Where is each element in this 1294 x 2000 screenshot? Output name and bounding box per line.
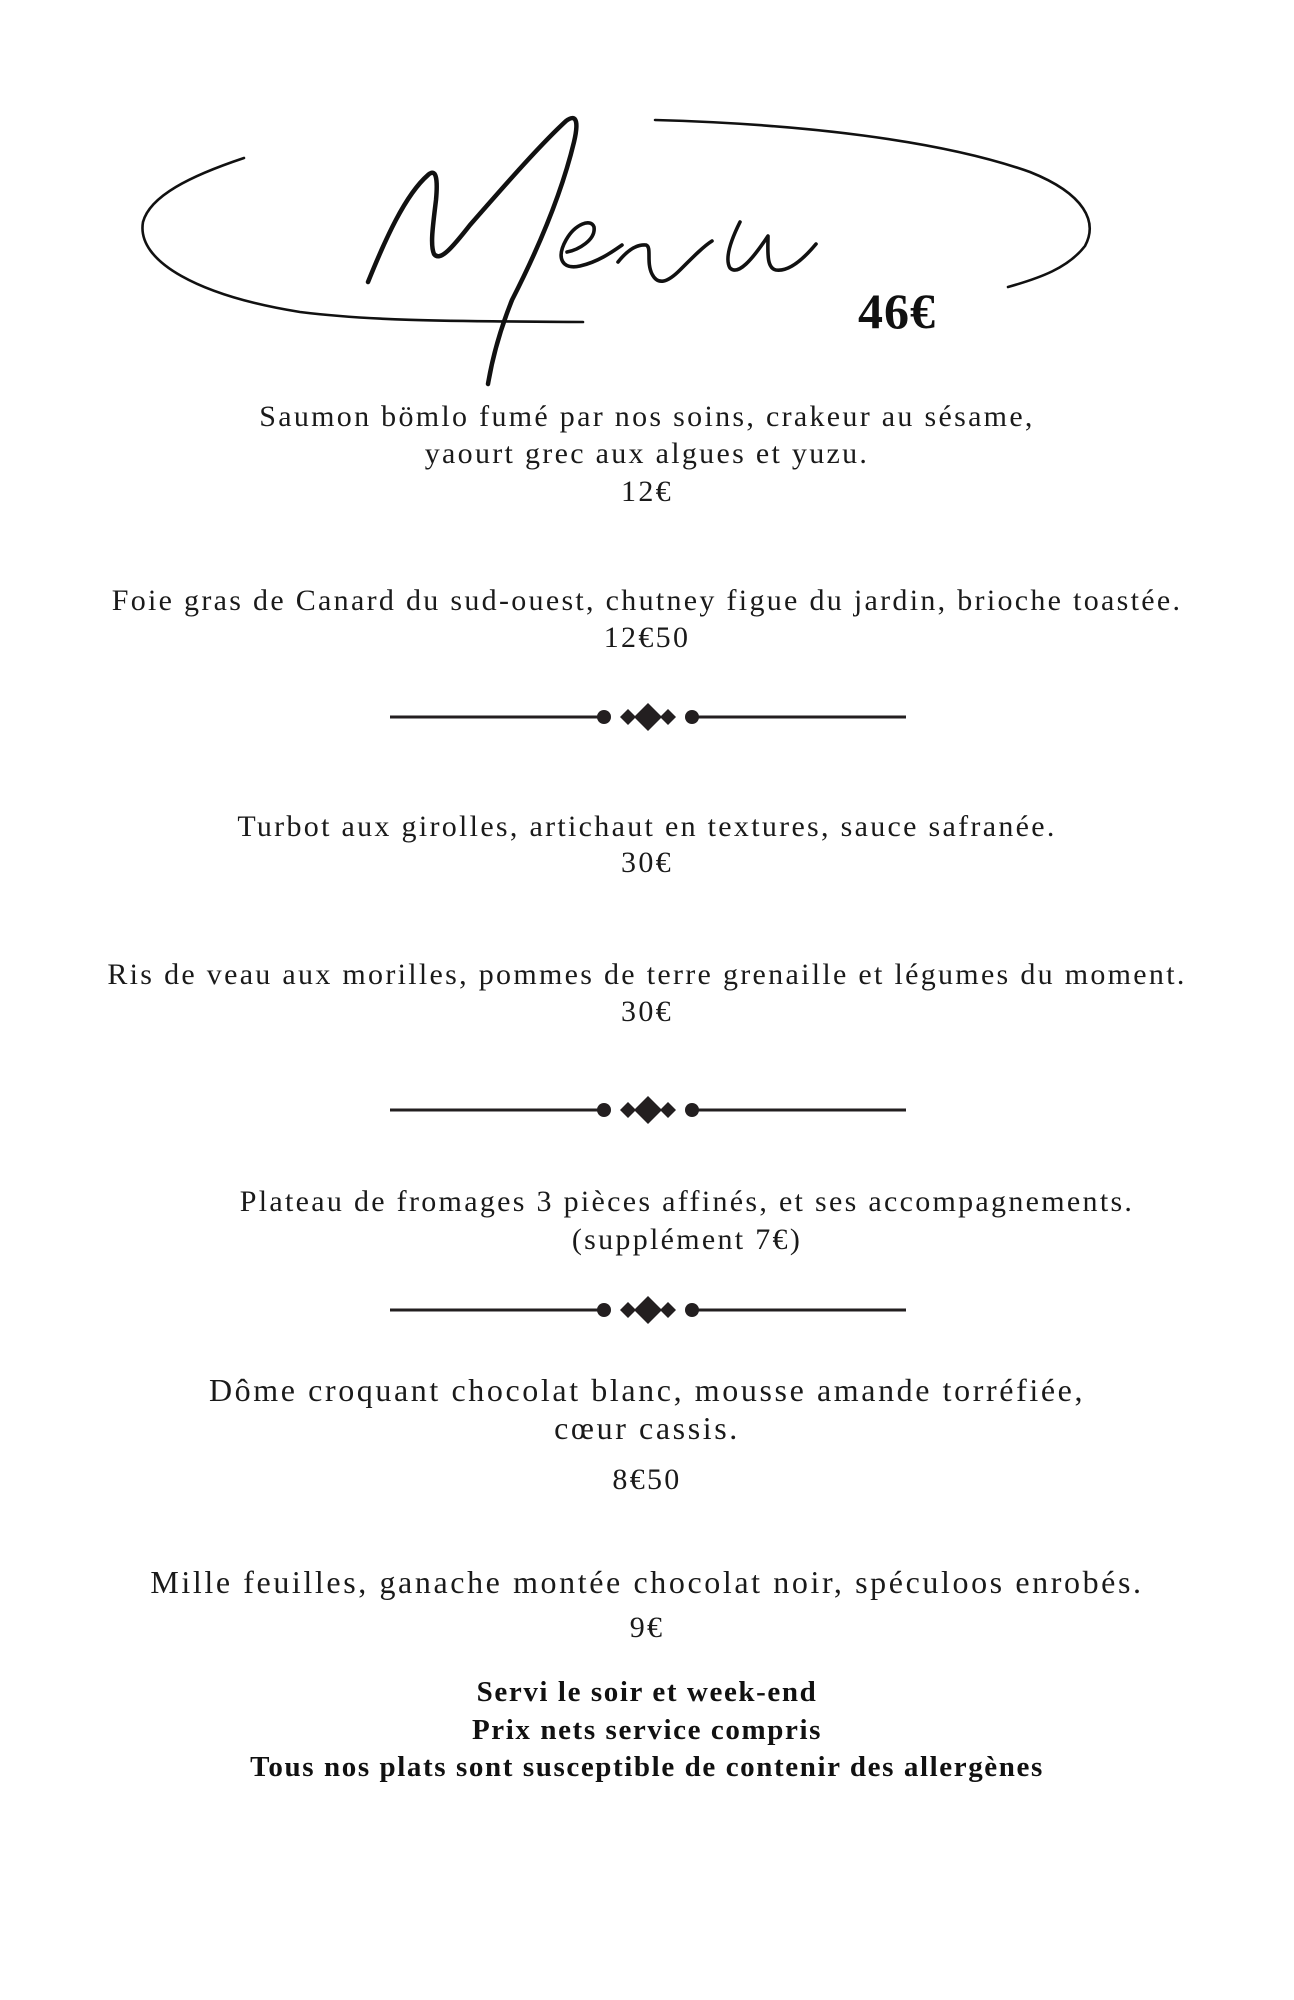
script-letter-u: [728, 222, 816, 270]
swash-right-arc: [655, 120, 1090, 287]
script-letter-m: [368, 118, 576, 384]
main-2-line-1: Ris de veau aux morilles, pommes de terre grenaille et légumes du moment.: [107, 958, 1187, 991]
menu-title-script: [0, 0, 1294, 400]
dessert-2-price: 9€: [629, 1611, 665, 1644]
cheese-line-1: Plateau de fromages 3 pièces affinés, et ses accompagnements.: [239, 1185, 1135, 1218]
ornamental-divider-icon: [380, 1290, 920, 1330]
ornamental-divider-icon: [380, 697, 920, 737]
main-2-price: 30€: [621, 995, 673, 1028]
script-letter-n: [618, 241, 712, 281]
dessert-1-line-1: Dôme croquant chocolat blanc, mousse amande torréfiée,: [208, 1372, 1086, 1408]
footer-service-hours: Servi le soir et week-end: [476, 1676, 818, 1708]
ornamental-divider-icon: [380, 1090, 920, 1130]
dessert-2-line-1: Mille feuilles, ganache montée chocolat noir, spéculoos enrobés.: [150, 1564, 1144, 1600]
footer-prices-note: Prix nets service compris: [471, 1714, 823, 1746]
main-1-price: 30€: [621, 846, 673, 879]
script-letter-e: [561, 223, 622, 267]
starter-1-line-1: Saumon bömlo fumé par nos soins, crakeur au sésame,: [259, 400, 1035, 433]
starter-1-line-2: yaourt grec aux algues et yuzu.: [424, 437, 870, 470]
starter-2-price: 12€50: [603, 621, 691, 654]
cheese-supplement: (supplément 7€): [571, 1223, 803, 1256]
swash-left-arc: [142, 158, 583, 322]
starter-1-price: 12€: [621, 475, 673, 508]
starter-2-line-1: Foie gras de Canard du sud-ouest, chutney figue du jardin, brioche toastée.: [111, 584, 1183, 617]
footer-allergens-note: Tous nos plats sont susceptible de contenir des allergènes: [250, 1751, 1044, 1783]
menu-price: 46€: [858, 283, 936, 339]
dessert-1-price: 8€50: [612, 1463, 682, 1496]
main-1-line-1: Turbot aux girolles, artichaut en textures, sauce safranée.: [237, 810, 1057, 843]
dessert-1-line-2: cœur cassis.: [554, 1410, 740, 1446]
